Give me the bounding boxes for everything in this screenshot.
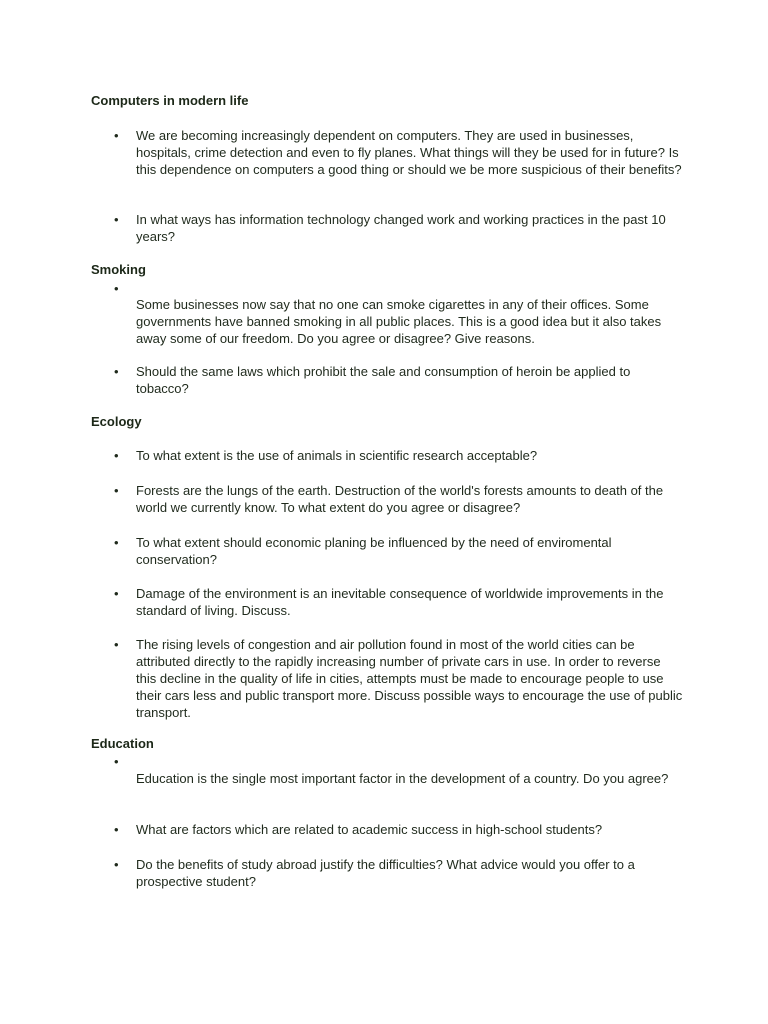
list-item: • Do the benefits of study abroad justify the difficulties? What advice would you offer to a prospective student? xyxy=(136,856,684,890)
bullet-icon: • xyxy=(114,281,119,296)
list-item: • The rising levels of congestion and air pollution found in most of the world cities can be attributed directly to the rapidly increasing number of private cars in use. In order to reverse this decline in the quality of life in cities, attempts must be made to encourage people to use their cars less and public transport more. Discuss possible ways to encourage the use of public transport. xyxy=(136,636,684,721)
list-item: • To what extent is the use of animals in scientific research acceptable? xyxy=(136,447,684,464)
section-heading-education: Education xyxy=(91,736,154,751)
list-item: • Forests are the lungs of the earth. Destruction of the world's forests amounts to death of the world we currently know. To what extent do you agree or disagree? xyxy=(136,482,684,516)
section-heading-smoking: Smoking xyxy=(91,262,146,277)
bullet-icon: • xyxy=(114,754,119,769)
section-heading-ecology: Ecology xyxy=(91,414,142,429)
list-item: • Should the same laws which prohibit the sale and consumption of heroin be applied to tobacco? xyxy=(136,363,684,397)
list-item: • To what extent should economic planing be influenced by the need of enviromental conservation? xyxy=(136,534,684,568)
list-item: • We are becoming increasingly dependent on computers. They are used in businesses, hospitals, crime detection and even to fly planes. What things will they be used for in future? Is this dependence on computers a good thing or should we be more suspicious of their benefits? xyxy=(136,127,684,178)
list-item: Education is the single most important factor in the development of a country. Do you agree? xyxy=(136,771,669,786)
list-item: • What are factors which are related to academic success in high-school students? xyxy=(136,821,684,838)
list-item: • Damage of the environment is an inevitable consequence of worldwide improvements in the standard of living. Discuss. xyxy=(136,585,684,619)
list-item: Some businesses now say that no one can smoke cigarettes in any of their offices. Some governments have banned smoking in all public places. This is a good idea but it also takes away some of our freedom. Do you agree or disagree? Give reasons. xyxy=(136,297,662,346)
section-heading-computers: Computers in modern life xyxy=(91,93,249,108)
list-item: • In what ways has information technology changed work and working practices in the past 10 years? xyxy=(136,211,684,245)
